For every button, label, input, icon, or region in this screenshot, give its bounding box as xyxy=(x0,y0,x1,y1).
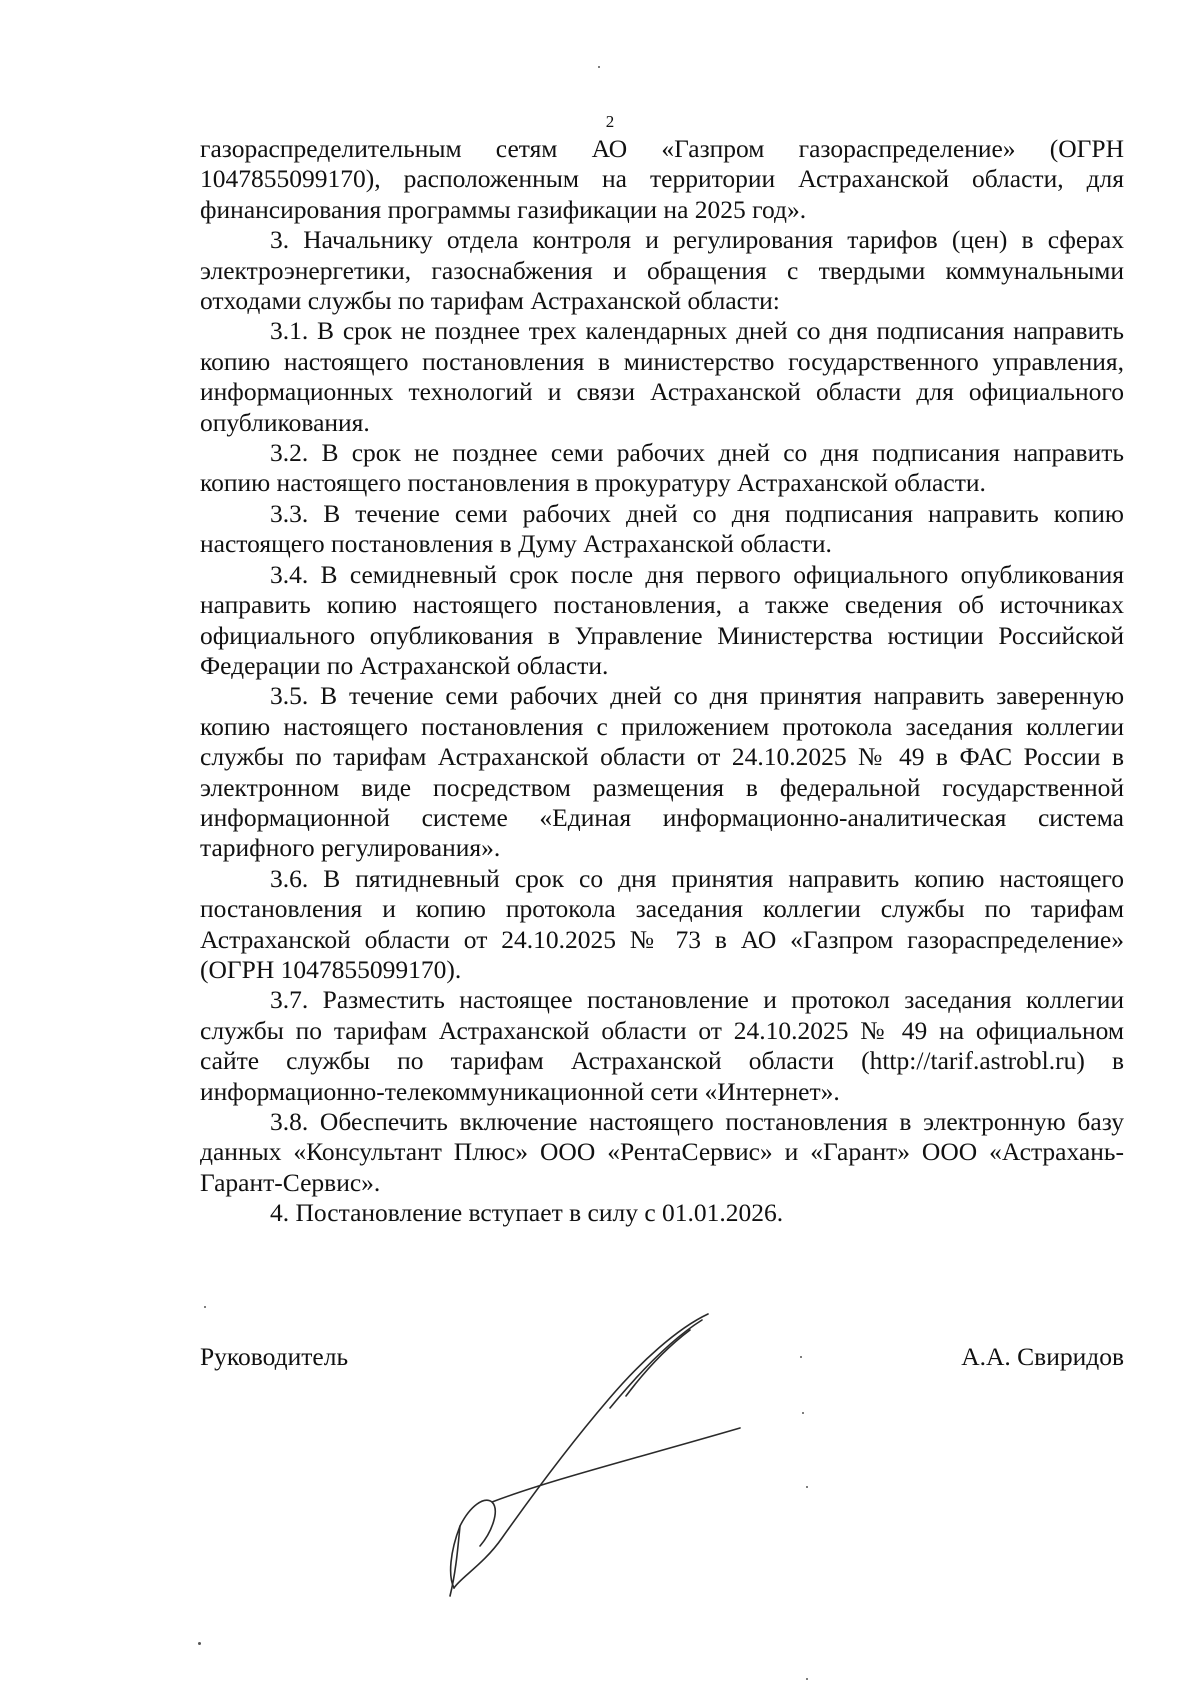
document-body xyxy=(200,134,1124,1229)
page-number: 2 xyxy=(605,112,615,131)
signatory-position: Руководитель xyxy=(200,1342,349,1371)
scan-speck xyxy=(802,1412,804,1414)
paragraph-item-3-3: 3.3. В течение семи рабочих дней со дня подписания направить копию настоящего постановления в Думу Астраханской области. xyxy=(200,498,1124,559)
paragraph-item-3-7: 3.7. Разместить настоящее постановление и протокол заседания коллегии службы по тарифам Астраханской области от 24.10.2025 № 49 на официальном сайте службы по тарифам Астраханской области (http://tarif.astrobl.ru) в информационно-телекоммуникационной сети «Интернет». xyxy=(200,985,1124,1106)
paragraph-item-3-8: 3.8. Обеспечить включение настоящего постановления в электронную базу данных «Консультант Плюс» ООО «РентаСервис» и «Гарант» ООО «Астрахань-Гарант-Сервис». xyxy=(200,1107,1124,1197)
scan-speck xyxy=(204,1306,206,1308)
paragraph-item-3-5: 3.5. В течение семи рабочих дней со дня принятия направить заверенную копию настоящего постановления с приложением протокола заседания коллегии службы по тарифам Астраханской области от 24.10.2025 № 49 в ФАС России в электронном виде посредством размещения в федеральной государственной информационной системе «Единая информационно-аналитическая система тарифного регулирования». xyxy=(200,681,1124,863)
scan-speck xyxy=(800,1356,802,1358)
signatory-name: А.А. Свиридов xyxy=(961,1342,1124,1371)
signature-block xyxy=(200,1342,1124,1382)
paragraph-item-4: 4. Постановление вступает в силу с 01.01.2026. xyxy=(270,1198,784,1228)
scan-speck xyxy=(198,1642,201,1645)
paragraph-item-3-2: 3.2. В срок не позднее семи рабочих дней со дня подписания направить копию настоящего постановления в прокуратуру Астраханской области. xyxy=(200,438,1124,498)
scan-speck xyxy=(806,1678,808,1680)
paragraph-item-3-4: 3.4. В семидневный срок после дня первого официального опубликования направить копию настоящего постановления, а также сведения об источниках официального опубликования в Управление Министерства юстиции Российской Федерации по Астраханской области. xyxy=(200,559,1124,680)
paragraph-item-3: 3. Начальнику отдела контроля и регулирования тарифов (цен) в сферах электроэнергетики, газоснабжения и обращения с твердыми коммунальными отходами службы по тарифам Астраханской области: xyxy=(200,225,1124,316)
paragraph-item-3-6: 3.6. В пятидневный срок со дня принятия направить копию настоящего постановления и копию протокола заседания коллегии службы по тарифам Астраханской области от 24.10.2025 № 73 в АО «Газпром газораспределение» (ОГРН 1047855099170). xyxy=(200,863,1124,984)
scan-speck xyxy=(598,66,600,68)
scan-speck xyxy=(806,1486,808,1488)
paragraph-continuation: газораспределительным сетям АО «Газпром газораспределение» (ОГРН 1047855099170), расположенным на территории Астраханской области, для финансирования программы газификации на 2025 год». xyxy=(200,134,1124,224)
paragraph-item-3-1: 3.1. В срок не позднее трех календарных дней со дня подписания направить копию настоящего постановления в министерство государственного управления, информационных технологий и связи Астраханской области для официального опубликования. xyxy=(200,316,1124,437)
